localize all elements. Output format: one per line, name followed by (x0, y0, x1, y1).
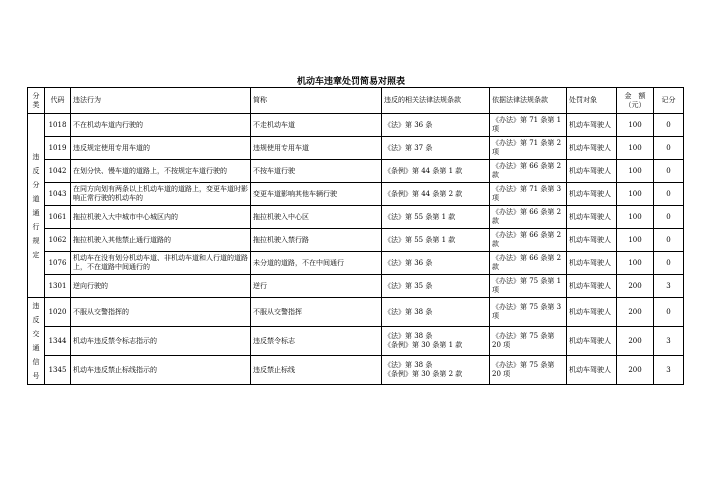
table-row (28, 356, 684, 385)
target-cell: 机动车驾驶人 (567, 252, 617, 275)
amount-cell: 200 (617, 327, 654, 356)
amount-cell: 100 (617, 183, 654, 206)
basis-clause-cell: 《办法》第 75 条第 3 项 (490, 298, 567, 327)
code-cell: 1344 (45, 327, 71, 356)
violated-clause-cell: 《法》第 55 条第 1 款 (382, 229, 490, 252)
amount-cell: 100 (617, 160, 654, 183)
table-title: 机动车违章处罚简易对照表 (296, 77, 405, 87)
target-cell: 机动车驾驶人 (567, 160, 617, 183)
amount-cell: 200 (617, 275, 654, 298)
violated-clause-cell: 《法》第 38 条 (382, 298, 490, 327)
short-name-cell: 违反禁令标志 (251, 327, 382, 356)
target-cell: 机动车驾驶人 (567, 275, 617, 298)
violated-clause-cell: 《法》第 36 条 (382, 114, 490, 137)
short-name-cell: 逆行 (251, 275, 382, 298)
short-name-cell: 未分道的道路，不在中间通行 (251, 252, 382, 275)
target-cell: 机动车驾驶人 (567, 298, 617, 327)
behavior-cell: 机动车在没有划分机动车道、非机动车道和人行道的道路上，不在道路中间通行的 (71, 252, 251, 275)
behavior-cell: 拖拉机驶入大中城市中心城区内的 (71, 206, 251, 229)
points-cell: 3 (654, 356, 684, 385)
header-points: 记分 (654, 88, 684, 114)
code-cell: 1042 (45, 160, 71, 183)
table-row (28, 275, 684, 298)
amount-cell: 100 (617, 229, 654, 252)
table-row (28, 183, 684, 206)
points-cell: 0 (654, 252, 684, 275)
target-cell: 机动车驾驶人 (567, 229, 617, 252)
table-row (28, 206, 684, 229)
code-cell: 1076 (45, 252, 71, 275)
behavior-cell: 逆向行驶的 (71, 275, 251, 298)
points-cell: 0 (654, 298, 684, 327)
code-cell: 1345 (45, 356, 71, 385)
header-violated: 违反的相关法律法规条款 (382, 88, 490, 114)
code-cell: 1301 (45, 275, 71, 298)
target-cell: 机动车驾驶人 (567, 183, 617, 206)
short-name-cell: 违反禁止标线 (251, 356, 382, 385)
violated-clause-cell: 《条例》第 44 条第 2 款 (382, 183, 490, 206)
code-cell: 1020 (45, 298, 71, 327)
points-cell: 3 (654, 327, 684, 356)
table-body (28, 114, 684, 385)
code-cell: 1043 (45, 183, 71, 206)
table-row (28, 298, 684, 327)
behavior-cell: 机动车违反禁止标线指示的 (71, 356, 251, 385)
table-row (28, 137, 684, 160)
violated-clause-cell: 《法》第 37 条 (382, 137, 490, 160)
short-name-cell: 拖拉机驶入中心区 (251, 206, 382, 229)
violated-clause-cell: 《法》第 55 条第 1 款 (382, 206, 490, 229)
table-row (28, 114, 684, 137)
header-target: 处罚对象 (567, 88, 617, 114)
basis-clause-cell: 《办法》第 71 条第 1 项 (490, 114, 567, 137)
short-name-cell: 不按车道行驶 (251, 160, 382, 183)
short-name-cell: 变更车道影响其他车辆行驶 (251, 183, 382, 206)
amount-cell: 100 (617, 206, 654, 229)
code-cell: 1019 (45, 137, 71, 160)
behavior-cell: 机动车违反禁令标志指示的 (71, 327, 251, 356)
table-row (28, 327, 684, 356)
basis-clause-cell: 《办法》第 71 条第 3 项 (490, 183, 567, 206)
basis-clause-cell: 《办法》第 71 条第 2 项 (490, 137, 567, 160)
behavior-cell: 不服从交警指挥的 (71, 298, 251, 327)
basis-clause-cell: 《办法》第 66 条第 2 款 (490, 160, 567, 183)
table-row (28, 160, 684, 183)
basis-clause-cell: 《办法》第 66 条第 2 款 (490, 206, 567, 229)
basis-clause-cell: 《办法》第 75 条第 1 项 (490, 275, 567, 298)
target-cell: 机动车驾驶人 (567, 356, 617, 385)
basis-clause-cell: 《办法》第 75 条第 20 项 (490, 327, 567, 356)
points-cell: 0 (654, 206, 684, 229)
target-cell: 机动车驾驶人 (567, 327, 617, 356)
header-basis: 依据法律法规条款 (490, 88, 567, 114)
amount-cell: 100 (617, 114, 654, 137)
short-name-cell: 违规使用专用车道 (251, 137, 382, 160)
table-row (28, 229, 684, 252)
short-name-cell: 拖拉机驶入禁行路 (251, 229, 382, 252)
amount-cell: 100 (617, 137, 654, 160)
behavior-cell: 在同方向划有两条以上机动车道的道路上，变更车道时影响正常行驶的机动车的 (71, 183, 251, 206)
basis-clause-cell: 《办法》第 66 条第 2 款 (490, 252, 567, 275)
violated-clause-cell: 《法》第 36 条 (382, 252, 490, 275)
table-row (28, 252, 684, 275)
points-cell: 0 (654, 160, 684, 183)
amount-cell: 100 (617, 252, 654, 275)
code-cell: 1018 (45, 114, 71, 137)
violated-clause-cell: 《法》第 35 条 (382, 275, 490, 298)
points-cell: 0 (654, 183, 684, 206)
target-cell: 机动车驾驶人 (567, 137, 617, 160)
target-cell: 机动车驾驶人 (567, 206, 617, 229)
behavior-cell: 在划分快、慢车道的道路上，不按规定车道行驶的 (71, 160, 251, 183)
category-cell: 违 反 分 道 通 行 规 定 (28, 114, 45, 298)
violated-clause-cell: 《法》第 38 条 《条例》第 30 条第 1 款 (382, 327, 490, 356)
header-row (28, 88, 684, 114)
header-short: 简称 (251, 88, 382, 114)
header-amount: 金 额（元） (617, 88, 654, 114)
amount-cell: 200 (617, 298, 654, 327)
header-category: 分 类 (28, 88, 45, 114)
points-cell: 3 (654, 275, 684, 298)
header-behavior: 违法行为 (71, 88, 251, 114)
category-cell: 违 反 交 通 信 号 (28, 298, 45, 385)
amount-cell: 200 (617, 356, 654, 385)
behavior-cell: 拖拉机驶入其他禁止通行道路的 (71, 229, 251, 252)
target-cell: 机动车驾驶人 (567, 114, 617, 137)
behavior-cell: 违反规定使用专用车道的 (71, 137, 251, 160)
points-cell: 0 (654, 114, 684, 137)
code-cell: 1061 (45, 206, 71, 229)
short-name-cell: 不服从交警指挥 (251, 298, 382, 327)
violated-clause-cell: 《条例》第 44 条第 1 款 (382, 160, 490, 183)
behavior-cell: 不在机动车道内行驶的 (71, 114, 251, 137)
basis-clause-cell: 《办法》第 75 条第 20 项 (490, 356, 567, 385)
code-cell: 1062 (45, 229, 71, 252)
violation-table (27, 87, 684, 385)
violated-clause-cell: 《法》第 38 条 《条例》第 30 条第 2 款 (382, 356, 490, 385)
points-cell: 0 (654, 229, 684, 252)
short-name-cell: 不走机动车道 (251, 114, 382, 137)
basis-clause-cell: 《办法》第 66 条第 2 款 (490, 229, 567, 252)
points-cell: 0 (654, 137, 684, 160)
header-code: 代码 (45, 88, 71, 114)
